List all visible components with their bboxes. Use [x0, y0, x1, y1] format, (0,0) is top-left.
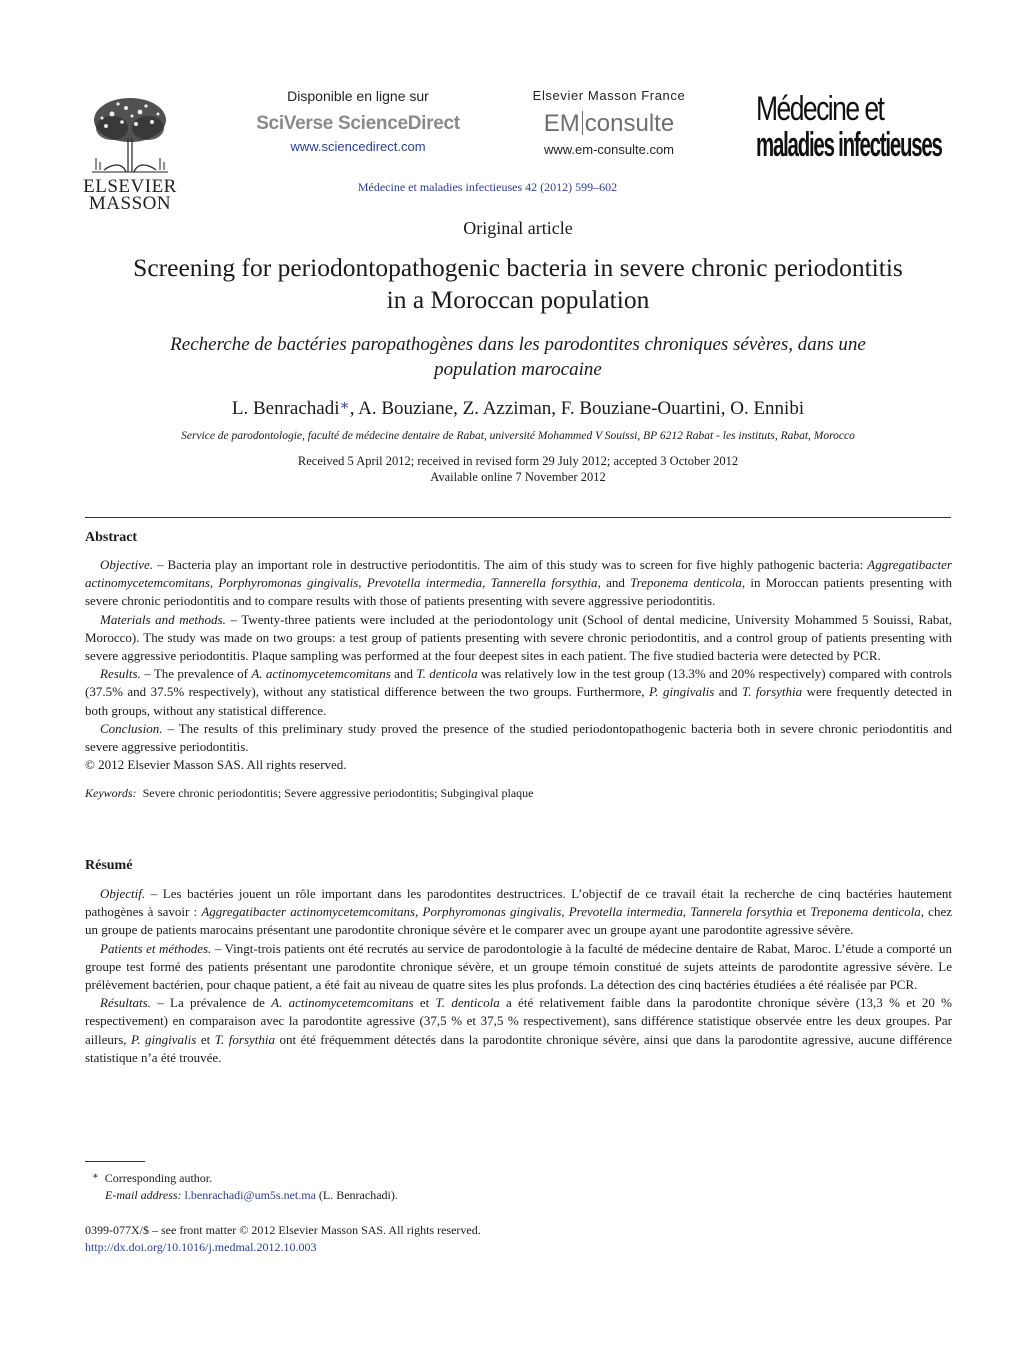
sciencedirect-block — [230, 88, 486, 154]
results-label: Results. — [100, 666, 141, 682]
resultats-label: Résultats. — [100, 995, 151, 1011]
available-online-date: Available online 7 November 2012 — [430, 470, 606, 484]
species-name: Prevotella intermedia — [568, 904, 683, 920]
em-logo-divider — [582, 111, 583, 135]
em-logo-part: EM — [543, 110, 580, 137]
objectif-text: , — [415, 904, 423, 920]
email-link[interactable]: l.benrachadi@um5s.net.ma — [184, 1188, 316, 1202]
footnote-mark: ∗ — [92, 1171, 99, 1182]
corresponding-author-mark[interactable]: ∗ — [339, 398, 350, 414]
abstract-section — [85, 530, 952, 801]
species-name: Porphyromonas gingivalis — [422, 904, 562, 920]
species-name: Aggregatibacter actinomycetemcomitans, Porphyromonas gingivalis — [85, 557, 952, 591]
objectif-text: – Les bactéries jouent un rôle important dans les parodontites destructrices. L’objectif de ce travail était la recherche de cinq bactéries hautement pathogènes à savoir : — [85, 886, 952, 920]
authors — [0, 396, 1020, 420]
abstract-heading: Abstract — [85, 530, 138, 545]
doi-link[interactable]: http://dx.doi.org/10.1016/j.medmal.2012.10.003 — [85, 1240, 317, 1254]
emconsulte-link[interactable]: www.em-consulte.com — [543, 142, 675, 157]
journal-brand-line1: Médecine et — [756, 90, 884, 128]
elsevier-wordmark: ELSEVIER — [83, 176, 177, 197]
objectif-label: Objectif. — [100, 886, 146, 901]
article-type: Original article — [463, 218, 573, 238]
emconsulte-logo — [505, 109, 713, 139]
sciverse-logo: SciVerse ScienceDirect — [256, 113, 460, 134]
objectif-text: , — [561, 904, 569, 920]
resultats-text: – La prévalence de — [150, 995, 272, 1011]
conclusion-text: – The results of this preliminary study proved the presence of the studied periodontopathogenic bacteria both in severe chronic periodontitis and severe aggressive periodontitis. — [85, 720, 952, 755]
methods-text: – Twenty-three patients were included at the periodontology unit (School of dental medicine, University Mohammed 5 Souissi, Rabat, Morocco). The study was made on two groups: a test group of patients presenting with severe chronic periodontitis, and a control group of patients presenting with severe aggressive periodontitis. Plaque sampling was performed at the four deepest sites in each patient. The five studied bacteria were detected by PCR. — [85, 611, 952, 664]
patients-text: – Vingt-trois patients ont été recrutés au service de parodontologie à la faculté de médecine dentaire de Rabat, Maroc. L’étude a comporté un groupe test formé des patients présentant une parodontite chronique sévère, et un groupe témoin constitué de sujets atteints de parodontite agressive sévère. Le prélèvement bactérien, pour chaque patient, a été fait au niveau de quatre sites les plus profonds. La détection des cinq bactéries étudiées a été réalisée par PCR. — [85, 940, 952, 993]
species-name: Treponema denticola — [810, 904, 921, 920]
patients-label: Patients et méthodes. — [100, 940, 212, 956]
resume-resultats — [85, 994, 952, 1067]
keywords-list: Severe chronic periodontitis; Severe aggressive periodontitis; Subgingival plaque — [142, 786, 534, 801]
species-name: Prevotella intermedia — [366, 575, 483, 591]
consulte-logo-part: consulte — [584, 110, 675, 137]
methods-label: Materials and methods. — [100, 611, 226, 627]
email-label: E-mail address: — [105, 1188, 182, 1202]
resume-patients — [85, 940, 952, 995]
objective-text: , — [482, 575, 491, 591]
objectif-text: , — [682, 904, 691, 920]
elsevier-tree-icon — [82, 92, 178, 176]
objective-text: , in Moroccan patients presenting with severe chronic periodontitis and to compare results with those of patients presenting with severe aggressive periodontitis. — [85, 575, 953, 609]
title-divider — [85, 517, 951, 518]
species-name: T. denticola — [416, 666, 478, 682]
received-dates: Received 5 April 2012; received in revised form 29 July 2012; accepted 3 October 2012 — [297, 454, 739, 468]
article-title — [0, 252, 1020, 316]
sciencedirect-link[interactable]: www.sciencedirect.com — [290, 139, 426, 154]
resultats-text: ont été fréquemment détectés dans la parodontite chronique sévère, ainsi que dans la parodontite agressive, aucune différence statistique n’a été trouvée. — [85, 1031, 953, 1065]
affiliation: Service de parodontologie, faculté de médecine dentaire de Rabat, université Mohammed V Souissi, BP 6212 Rabat - les instituts, Rabat, Morocco — [181, 430, 855, 442]
article-title-line1: Screening for periodontopathogenic bacteria in severe chronic periodontitis — [133, 253, 903, 282]
footnote-rule — [85, 1161, 145, 1162]
email-owner: (L. Benrachadi). — [315, 1188, 398, 1202]
abstract-objective — [85, 556, 952, 611]
corresponding-label: Corresponding author. — [104, 1171, 213, 1185]
results-text: was relatively low in the test group (13.3% and 20% respectively) compared with controls (37.5% and 37.5% respectively), without any statistical difference between the two groups. Furthermore, — [85, 666, 952, 700]
journal-citation[interactable]: Médecine et maladies infectieuses 42 (2012) 599–602 — [357, 180, 618, 194]
abstract-results — [85, 665, 952, 720]
front-matter: 0399-077X/$ – see front matter © 2012 Elsevier Masson SAS. All rights reserved. — [85, 1223, 481, 1237]
journal-brand-logo — [756, 92, 956, 162]
species-name: P. gingivalis — [131, 1031, 197, 1047]
results-text: were frequently detected in both groups, without any statistical difference. — [85, 684, 952, 718]
journal-brand-line2: maladies infectieuses — [756, 126, 942, 164]
keywords — [85, 786, 952, 801]
article-title-line2: in a Moroccan population — [386, 285, 650, 314]
available-online-label: Disponible en ligne sur — [287, 88, 429, 104]
masson-wordmark: MASSON — [88, 193, 172, 214]
author-5: , O. Ennibi — [720, 398, 805, 419]
french-title — [0, 332, 1020, 382]
keywords-label: Keywords: — [85, 786, 137, 801]
author-1: L. Benrachadi — [231, 398, 340, 419]
french-title-line2: population marocaine — [434, 359, 602, 380]
resultats-text: et — [196, 1031, 215, 1047]
results-text: and — [390, 666, 417, 682]
objective-text: – Bacteria play an important role in destructive periodontitis. The aim of this study was to screen for five highly pathogenic bacteria: — [153, 557, 868, 572]
french-title-line1: Recherche de bactéries paropathogènes dans les parodontites chroniques sévères, dans une — [170, 334, 866, 355]
objective-text: , and — [597, 575, 631, 591]
species-name: Treponema denticola — [630, 575, 742, 591]
front-matter-block — [85, 1222, 481, 1256]
species-name: A. actinomycetemcomitans — [271, 995, 414, 1011]
abstract-body — [85, 556, 952, 774]
species-name: Tannerela forsythia — [690, 904, 793, 920]
resultats-text: a été relativement faible dans la parodontite chronique sévère (13,3 % et 20 % respectivement) en comparaison avec la parodontite agressive (37,5 % et 37,5 % respectivement), sans différence statistique observée entre les deux groupes. Par ailleurs, — [85, 995, 952, 1047]
species-name: T. forsythia — [741, 684, 803, 700]
results-text: and — [714, 684, 742, 700]
abstract-methods — [85, 611, 952, 666]
species-name: T. forsythia — [214, 1031, 275, 1047]
objectif-text: , chez un groupe de patients marocains présentant une parodontite chronique sévère et le comparer avec un groupe ayant une parodontite agressive sévère. — [85, 904, 952, 938]
author-3: , Z. Azziman — [453, 398, 552, 419]
author-4: , F. Bouziane-Ouartini — [551, 398, 721, 419]
conclusion-label: Conclusion. — [100, 720, 163, 736]
species-name: Aggregatibacter actinomycetemcomitans — [201, 904, 416, 920]
abstract-conclusion — [85, 720, 952, 756]
resultats-text: et — [413, 995, 436, 1011]
species-name: P. gingivalis — [649, 684, 715, 700]
footnotes — [92, 1168, 398, 1204]
resume-section — [85, 858, 952, 1067]
resume-heading: Résumé — [85, 858, 133, 873]
objective-label: Objective. — [100, 557, 154, 572]
results-text: – The prevalence of — [140, 666, 252, 682]
emconsulte-block — [505, 88, 713, 157]
resume-objectif — [85, 885, 952, 940]
species-name: A. actinomycetemcomitans — [251, 666, 391, 682]
species-name: Tannerella forsythia — [490, 575, 598, 591]
author-2: , A. Bouziane — [349, 398, 454, 419]
elsevier-masson-france-label: Elsevier Masson France — [532, 88, 686, 103]
objectif-text: et — [792, 904, 811, 920]
email-note — [92, 1187, 398, 1204]
objective-text: , — [358, 575, 367, 591]
abstract-copyright: © 2012 Elsevier Masson SAS. All rights reserved. — [85, 757, 347, 773]
resume-body — [85, 885, 952, 1067]
corresponding-author-note — [92, 1168, 398, 1187]
article-dates — [0, 453, 1020, 485]
species-name: T. denticola — [435, 995, 500, 1011]
